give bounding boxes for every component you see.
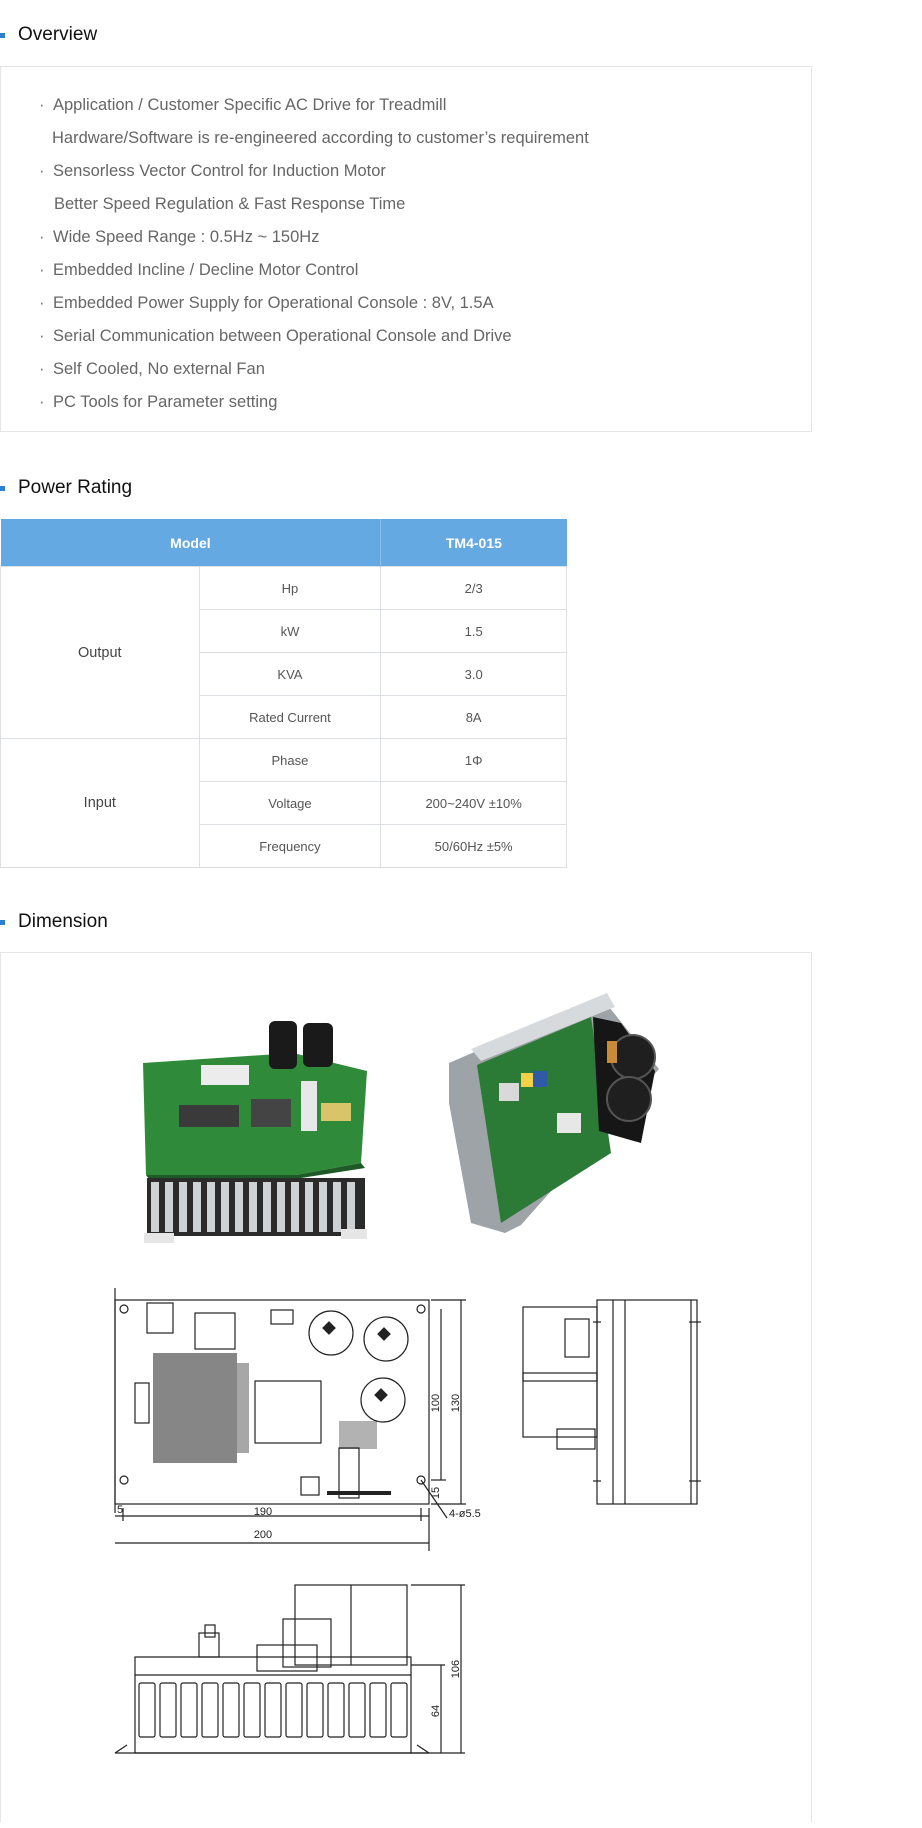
spec-label: KVA xyxy=(199,653,381,696)
bullet-dot: · xyxy=(39,360,45,378)
overview-item xyxy=(39,89,811,122)
section-marker xyxy=(0,486,5,491)
heatsink-fin xyxy=(181,1683,197,1737)
power-rating-title: Power Rating xyxy=(18,477,133,498)
bullet-dot: · xyxy=(39,261,45,279)
product-photo-side xyxy=(449,993,659,1233)
bullet-dot: · xyxy=(39,96,45,114)
heatsink-fins xyxy=(139,1683,407,1737)
spec-value: 50/60Hz ±5% xyxy=(381,825,567,868)
dim-100: 100 xyxy=(430,1393,442,1413)
overview-item-text: Wide Speed Range : 0.5Hz ~ 150Hz xyxy=(53,228,320,246)
heatsink-fin xyxy=(370,1683,386,1737)
dimension-drawing xyxy=(1,953,811,1823)
dim-15: 15 xyxy=(430,1486,442,1500)
dimension-heading xyxy=(0,911,108,933)
overview-item xyxy=(39,155,811,188)
spec-value: 200~240V ±10% xyxy=(381,782,567,825)
spec-value: 1Φ xyxy=(381,739,567,782)
dim-190: 190 xyxy=(253,1506,273,1518)
section-marker xyxy=(0,920,5,925)
heatsink-fin xyxy=(328,1683,344,1737)
heatsink-fin xyxy=(265,1683,281,1737)
model-value-header: TM4-015 xyxy=(381,519,567,567)
bullet-dot: · xyxy=(39,228,45,246)
group-label: Output xyxy=(1,567,200,739)
table-row xyxy=(1,567,567,610)
front-view-drawing xyxy=(115,1585,465,1753)
overview-heading xyxy=(0,24,97,46)
heatsink-fin xyxy=(286,1683,302,1737)
overview-item-text: Application / Customer Specific AC Drive for Treadmill xyxy=(53,96,447,114)
overview-item xyxy=(39,320,811,353)
product-photo-front xyxy=(143,1021,367,1243)
overview-item-text: PC Tools for Parameter setting xyxy=(53,393,278,411)
dimension-title: Dimension xyxy=(18,911,108,932)
spec-label: Frequency xyxy=(199,825,381,868)
overview-item xyxy=(39,188,811,221)
power-rating-table xyxy=(0,519,567,868)
overview-title: Overview xyxy=(18,24,98,45)
bullet-dot: · xyxy=(39,162,45,180)
overview-item-text: Serial Communication between Operational Console and Drive xyxy=(53,327,512,345)
side-view-drawing xyxy=(523,1300,701,1504)
dim-hole: 4-ø5.5 xyxy=(449,1508,481,1520)
dim-5: 5 xyxy=(117,1504,124,1516)
spec-value: 2/3 xyxy=(381,567,567,610)
bullet-dot: · xyxy=(39,294,45,312)
overview-item-text: Embedded Power Supply for Operational Console : 8V, 1.5A xyxy=(53,294,494,312)
bullet-dot: · xyxy=(39,327,45,345)
spec-label: Voltage xyxy=(199,782,381,825)
dimension-box xyxy=(0,952,812,1822)
overview-item-text: Hardware/Software is re-engineered according to customer’s requirement xyxy=(52,129,589,147)
spec-value: 1.5 xyxy=(381,610,567,653)
overview-item xyxy=(39,254,811,287)
overview-item xyxy=(39,221,811,254)
overview-box xyxy=(0,66,812,432)
overview-item xyxy=(39,386,811,419)
overview-item xyxy=(39,287,811,320)
table-row xyxy=(1,739,567,782)
heatsink-fin xyxy=(139,1683,155,1737)
overview-item xyxy=(39,122,811,155)
power-rating-heading xyxy=(0,477,132,499)
bullet-dot: · xyxy=(39,393,45,411)
spec-label: Hp xyxy=(199,567,381,610)
dim-106: 106 xyxy=(450,1659,462,1679)
dim-200: 200 xyxy=(253,1529,273,1541)
heatsink-fin xyxy=(391,1683,407,1737)
spec-label: kW xyxy=(199,610,381,653)
dim-64: 64 xyxy=(430,1704,442,1718)
overview-item-text: Embedded Incline / Decline Motor Control xyxy=(53,261,359,279)
overview-item xyxy=(39,353,811,386)
overview-list xyxy=(1,67,811,419)
spec-label: Rated Current xyxy=(199,696,381,739)
group-label: Input xyxy=(1,739,200,868)
heatsink-fin xyxy=(160,1683,176,1737)
heatsink-fin xyxy=(349,1683,365,1737)
model-header: Model xyxy=(1,519,381,567)
section-marker xyxy=(0,33,5,38)
spec-value: 3.0 xyxy=(381,653,567,696)
heatsink-fin xyxy=(223,1683,239,1737)
top-view-circuit xyxy=(153,1353,391,1495)
spec-value: 8A xyxy=(381,696,567,739)
overview-item-text: Sensorless Vector Control for Induction Motor xyxy=(53,162,386,180)
overview-item-text: Better Speed Regulation & Fast Response Time xyxy=(54,195,406,213)
dim-130: 130 xyxy=(450,1393,462,1413)
spec-label: Phase xyxy=(199,739,381,782)
heatsink-fin xyxy=(307,1683,323,1737)
heatsink-fin xyxy=(202,1683,218,1737)
overview-item-text: Self Cooled, No external Fan xyxy=(53,360,265,378)
heatsink-fin xyxy=(244,1683,260,1737)
